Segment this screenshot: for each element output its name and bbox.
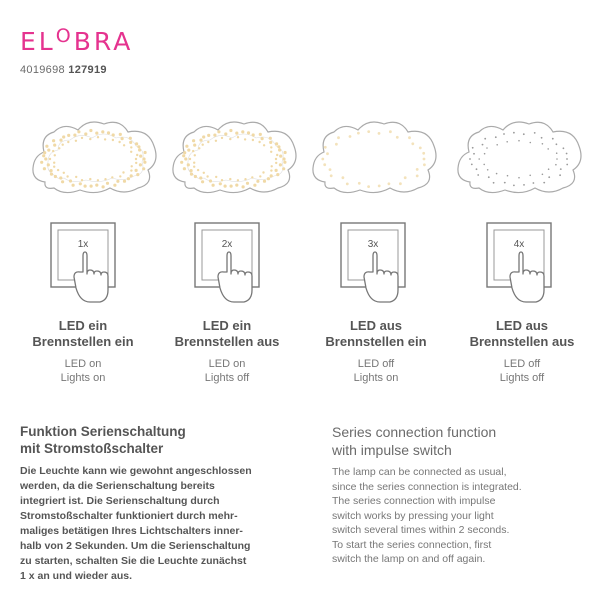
led-dot [59,176,62,179]
led-dot [215,176,217,178]
led-dot [84,185,87,188]
off-dot [555,164,557,166]
lamp-dot [329,168,332,171]
led-dot [44,157,47,160]
led-dot [123,144,125,146]
led-dot [262,171,264,173]
led-dot [183,167,186,170]
off-dot [547,148,549,150]
off-dot [534,132,536,134]
off-dot [560,168,562,170]
status-en: LED on Lights on [60,358,106,384]
led-dot [75,176,77,178]
off-dot [556,152,558,154]
led-dot [79,182,82,185]
off-dot [556,158,558,160]
status-de: LED aus Brennstellen ein [325,318,427,349]
led-dot [67,141,69,143]
led-dot [75,140,77,142]
cloud-illustration-2 [170,110,300,200]
step-status-1 [13,318,153,385]
switch-press-icon-4 [486,222,552,307]
led-dot [136,154,138,156]
led-dot [102,185,105,188]
led-dot [185,145,188,148]
off-dot [469,158,471,160]
led-dot [138,148,141,151]
off-dot [496,173,498,175]
led-dot [89,129,92,132]
step-status-4 [452,318,592,385]
switch-press-icon-2 [194,222,260,307]
led-dot [43,151,46,154]
lamp-dot [367,130,370,133]
led-dot [62,135,65,138]
led-dot [130,151,132,153]
off-dot [542,143,544,145]
paragraph-german: Die Leuchte kann wie gewohnt angeschlossen werden, da die Serienschaltung bereits integriert ist. Die Serienschaltung durch Stromstoßschalter funktioniert durch mehr- maliges betätigen Ihres Lichtschalters inner- halb von 2 Sekunden. Um die Serienschaltung zu starten, schalten Sie die Leuchte zunächst 1 x an und wieder aus. [20,465,252,582]
led-dot [142,167,145,170]
led-dot [193,162,195,164]
led-dot [90,185,93,188]
led-dot [81,179,83,181]
led-dot [235,132,238,135]
led-dot [279,155,282,158]
led-dot [275,158,277,160]
step-status-2 [157,318,297,385]
led-dot [244,178,246,180]
led-dot [101,130,104,133]
lamp-dot [423,163,426,166]
article-prefix: 4019698 [20,64,65,76]
off-dot [484,153,486,155]
led-dot [135,142,138,145]
led-dot [202,135,205,138]
led-dot [47,163,50,166]
led-dot [54,154,56,156]
lamp-dot [367,185,370,188]
led-dot [112,139,114,141]
led-dot [253,184,256,187]
led-dot [275,142,278,145]
led-dot [116,180,119,183]
off-dot [472,147,474,149]
led-dot [53,162,55,164]
led-dot [95,184,98,187]
led-dot [235,184,238,187]
led-dot [52,150,54,152]
status-en: LED on Lights off [204,358,250,384]
off-dot [488,176,490,178]
led-dot [276,154,278,156]
off-dot [518,140,520,142]
led-dot [97,136,99,138]
led-dot [194,154,196,156]
led-dot [63,172,65,174]
off-dot [533,182,535,184]
led-dot [62,144,64,146]
off-dot [504,182,506,184]
led-dot [67,134,70,137]
status-en: LED off Lights off [499,358,545,384]
lamp-dot [357,132,360,135]
off-dot [529,175,531,177]
led-dot [129,141,132,144]
off-dot [543,182,545,184]
lamp-dot [404,176,407,179]
led-dot [202,144,204,146]
led-dot [251,176,253,178]
led-dot [199,139,202,142]
led-dot [47,149,50,152]
off-dot [506,141,508,143]
off-dot [493,182,495,184]
led-dot [198,147,200,149]
led-dot [61,180,64,183]
led-dot [271,165,273,167]
lamp-dot [349,135,352,138]
led-dot [283,161,286,164]
tap-count-3: 3x [367,239,379,250]
off-dot [483,164,485,166]
led-dot [242,185,245,188]
heading-english: Series connection function with impulse switch [332,424,497,458]
cloud-illustration-3 [310,110,440,200]
led-dot [104,178,106,180]
led-dot [279,163,282,166]
led-dot [213,134,216,137]
led-dot [199,176,202,179]
led-dot [270,169,272,171]
led-dot [184,157,187,160]
lamp-dot [411,142,414,145]
off-dot [563,147,565,149]
off-dot [542,174,544,176]
led-dot [217,130,220,133]
led-dot [224,132,227,135]
lamp-dot [326,152,329,155]
led-dot [143,161,146,164]
led-dot [241,130,244,133]
led-dot [130,174,133,177]
led-dot [135,158,137,160]
off-dot [477,174,479,176]
lamp-dot [335,143,338,146]
led-dot [263,144,265,146]
lamp-dot [378,185,381,188]
led-dot [122,171,124,173]
led-dot [224,185,227,188]
led-dot [259,133,262,136]
off-dot [566,164,568,166]
lamp-dot [324,146,327,149]
led-dot [237,179,239,181]
lamp-dot [399,182,402,185]
lamp-dot [378,132,381,135]
led-dot [270,146,272,148]
led-dot [206,175,208,177]
led-dot [53,144,56,147]
off-dot [476,168,478,170]
led-dot [180,161,183,164]
led-dot [131,165,133,167]
led-dot [111,176,113,178]
led-dot [190,169,193,172]
lamp-dot [389,130,392,133]
led-dot [258,141,260,143]
led-dot [113,184,116,187]
off-dot [559,174,561,176]
led-dot [130,169,132,171]
led-dot [221,137,223,139]
led-dot [127,177,130,180]
off-dot [513,185,515,187]
cloud-illustration-4 [455,110,585,200]
led-dot [142,157,145,160]
led-dot [40,161,43,164]
led-dot [50,169,53,172]
led-dot [263,180,266,183]
led-dot [129,137,132,140]
led-dot [89,138,91,140]
lamp-dot [346,183,349,186]
brand-logo: $EL^OBRA$ [20,25,134,56]
led-dot [118,141,120,143]
led-dot [107,131,110,134]
led-dot [52,139,55,142]
off-dot [484,138,486,140]
led-dot [269,141,272,144]
off-dot [507,175,509,177]
led-dot [187,149,190,152]
tap-count-1: 1x [77,239,89,250]
led-dot [84,132,87,135]
led-dot [97,179,99,181]
led-dot [183,151,186,154]
led-dot [221,179,223,181]
led-dot [43,167,46,170]
led-dot [252,133,255,136]
led-dot [81,137,83,139]
led-dot [229,138,231,140]
led-dot [42,154,45,157]
led-dot [215,140,217,142]
led-dot [104,138,106,140]
led-dot [207,141,209,143]
led-dot [190,173,193,176]
led-dot [270,151,272,153]
led-dot [282,157,285,160]
led-dot [73,134,76,137]
off-dot [518,177,520,179]
lamp-dot [422,152,425,155]
led-dot [119,175,121,177]
off-dot [556,143,558,145]
led-dot [187,163,190,166]
off-dot [486,147,488,149]
led-dot [192,150,194,152]
led-dot [244,138,246,140]
led-dot [252,139,254,141]
off-dot [473,153,475,155]
off-dot [523,133,525,135]
off-dot [566,158,568,160]
led-dot [136,173,139,176]
lamp-dot [337,136,340,139]
led-dot [54,175,57,178]
lamp-dot [419,147,422,150]
lamp-dot [416,168,419,171]
led-dot [144,151,147,154]
led-dot [203,172,205,174]
led-dot [66,175,68,177]
led-dot [137,145,140,148]
status-de: LED aus Brennstellen aus [469,318,575,349]
led-dot [182,154,185,157]
led-dot [261,137,264,140]
led-dot [53,166,55,168]
led-dot [193,166,195,168]
tap-count-4: 4x [513,239,525,250]
led-dot [50,173,53,176]
status-en: LED off Lights on [353,358,399,384]
lamp-dot [388,182,391,185]
off-dot [566,153,568,155]
led-dot [209,179,212,182]
led-dot [275,169,278,172]
step-status-3 [306,318,446,385]
status-de: LED ein Brennstellen ein [32,318,134,349]
paragraph-english: The lamp can be connected as usual, since the series connection is integrated. The series connection with impulse switch works by pressing your light switch several times within 2 seconds. To start the series connection, first switch the lamp on and off again. [332,466,522,565]
led-dot [112,133,115,136]
led-dot [123,180,126,183]
tap-count-2: 2x [221,239,233,250]
led-dot [58,147,60,149]
led-dot [219,182,222,185]
led-dot [284,151,287,154]
led-dot [69,179,72,182]
lamp-dot [358,182,361,185]
off-dot [513,132,515,134]
off-dot [495,136,497,138]
led-dot [278,148,281,151]
led-dot [77,130,80,133]
led-dot [201,180,204,183]
led-dot [57,169,59,171]
led-dot [139,155,142,158]
off-dot [487,169,489,171]
lamp-dot [323,163,326,166]
off-dot [496,144,498,146]
led-dot [259,175,261,177]
lamp-dot [321,158,324,161]
led-dot [246,182,249,185]
off-dot [552,138,554,140]
led-dot [106,182,109,185]
led-dot [95,132,98,135]
led-dot [267,177,270,180]
led-dot [135,162,137,164]
lamp-dot [396,136,399,139]
off-dot [478,158,480,160]
off-dot [541,137,543,139]
led-dot [121,137,124,140]
off-dot [548,168,550,170]
lamp-dot [408,136,411,139]
led-dot [192,139,195,142]
led-dot [72,184,75,187]
led-dot [119,133,122,136]
lamp-dot [342,176,345,179]
led-dot [45,145,48,148]
led-dot [256,180,259,183]
led-dot [275,162,277,164]
article-id: 127919 [68,64,107,76]
led-dot [230,185,233,188]
led-dot [135,169,138,172]
cloud-illustration-1 [30,110,160,200]
led-dot [49,158,51,160]
heading-german: Funktion Serienschaltung mit Stromstoßschalter [20,424,186,456]
led-dot [270,174,273,177]
lamp-dot [423,158,426,161]
led-dot [229,178,231,180]
led-dot [139,163,142,166]
led-dot [130,146,132,148]
switch-press-icon-3 [340,222,406,307]
led-dot [207,134,210,137]
led-dot [89,178,91,180]
led-dot [276,173,279,176]
led-dot [194,175,197,178]
led-dot [237,136,239,138]
off-dot [530,142,532,144]
lamp-dot [416,175,419,178]
off-dot [548,176,550,178]
lamp-dot [330,174,333,177]
off-dot [471,164,473,166]
led-dot [59,139,62,142]
off-dot [482,144,484,146]
led-dot [189,158,191,160]
article-number [20,64,107,76]
led-dot [197,169,199,171]
led-dot [229,129,232,132]
led-dot [282,167,285,170]
off-dot [503,133,505,135]
led-dot [193,144,196,147]
led-dot [269,137,272,140]
status-de: LED ein Brennstellen aus [174,318,280,349]
led-dot [277,145,280,148]
led-dot [212,184,215,187]
led-dot [247,131,250,134]
off-dot [523,184,525,186]
switch-press-icon-1 [50,222,116,307]
